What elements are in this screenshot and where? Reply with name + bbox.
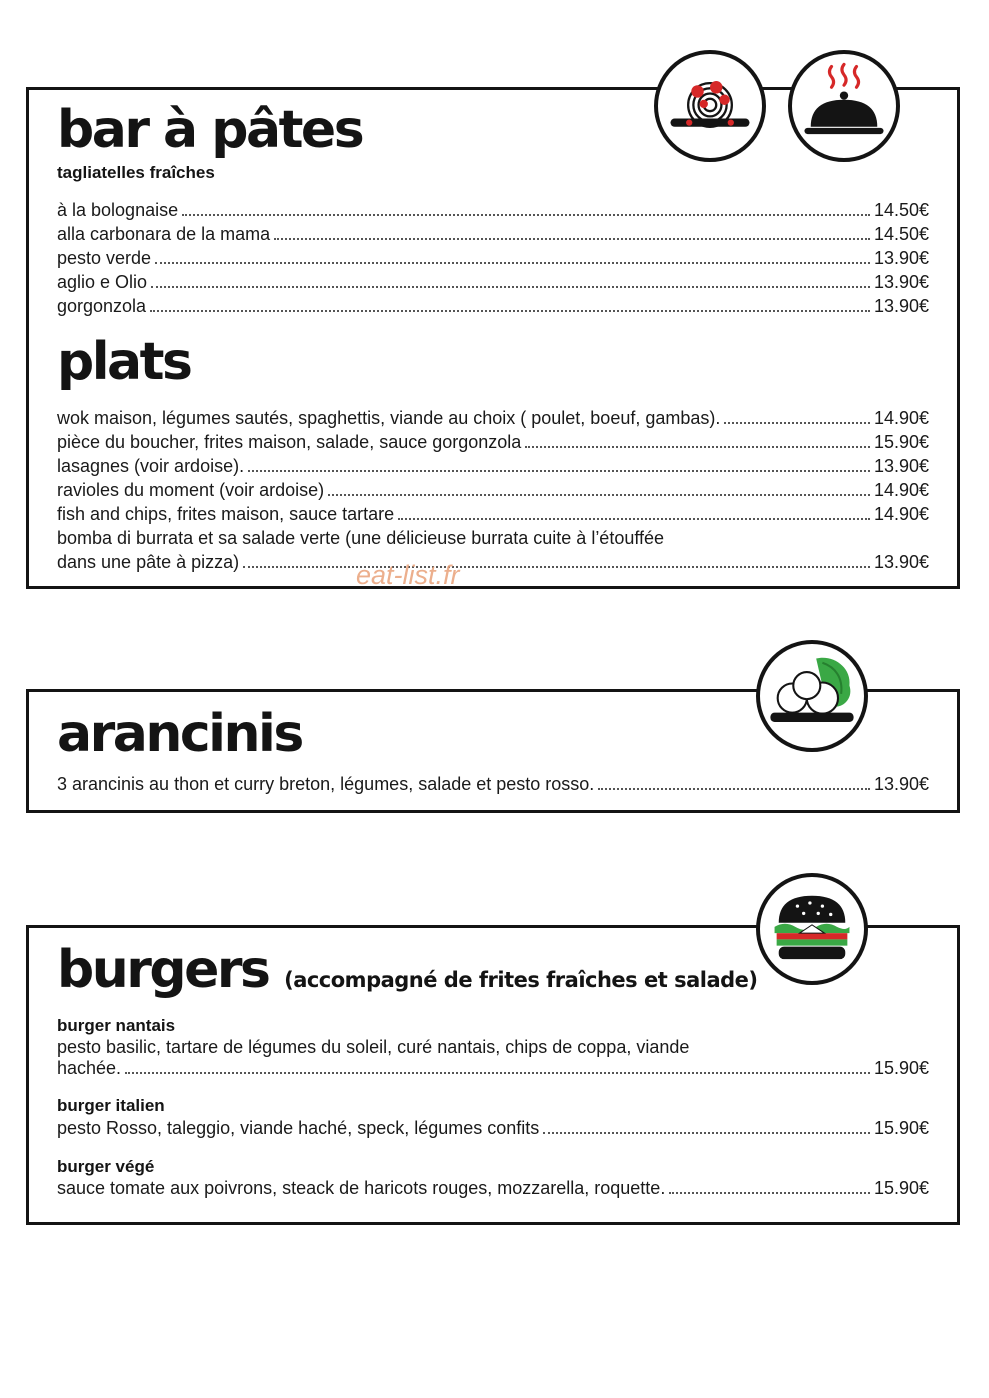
item-name: 3 arancinis au thon et curry breton, légumes, salade et pesto rosso. — [57, 774, 595, 794]
menu-item — [57, 1176, 929, 1200]
leader-dots — [398, 518, 870, 520]
item-price: 13.90€ — [873, 552, 929, 572]
item-price: 14.90€ — [873, 408, 929, 428]
leader-dots — [669, 1192, 870, 1194]
item-price: 14.90€ — [873, 504, 929, 524]
item-price: 13.90€ — [873, 456, 929, 476]
menu-item — [57, 772, 929, 796]
menu-item — [57, 1116, 929, 1140]
burrata-description-line1: bomba di burrata et sa salade verte (une délicieuse burrata cuite à l’étouffée — [57, 528, 665, 548]
item-name: gorgonzola — [57, 296, 147, 316]
arancinis-title: arancinis — [57, 704, 302, 764]
item-name: fish and chips, frites maison, sauce tartare — [57, 504, 395, 524]
item-price: 13.90€ — [873, 248, 929, 268]
item-price: 14.90€ — [873, 480, 929, 500]
leader-dots — [150, 310, 870, 312]
leader-dots — [243, 566, 870, 568]
pasta-plate-icon — [654, 50, 766, 162]
burger-name: burger nantais — [57, 1016, 176, 1035]
leader-dots — [125, 1072, 870, 1074]
leader-dots — [248, 470, 870, 472]
burgers-title — [57, 940, 758, 1000]
item-name: pièce du boucher, frites maison, salade, sauce gorgonzola — [57, 432, 522, 452]
item-name: alla carbonara de la mama — [57, 224, 271, 244]
leader-dots — [182, 214, 870, 216]
menu-item — [57, 406, 929, 430]
item-name: ravioles du moment (voir ardoise) — [57, 480, 325, 500]
item-name: pesto verde — [57, 248, 152, 268]
item-name: aglio e Olio — [57, 272, 148, 292]
menu-item — [57, 270, 929, 294]
item-price: 15.90€ — [873, 1058, 929, 1078]
item-price: 15.90€ — [873, 432, 929, 452]
menu-item — [57, 294, 929, 318]
menu-item — [57, 246, 929, 270]
item-price: 14.50€ — [873, 200, 929, 220]
item-price: 13.90€ — [873, 272, 929, 292]
menu-item — [57, 454, 929, 478]
arancini-plate-icon — [756, 640, 868, 752]
leader-dots — [598, 788, 870, 790]
leader-dots — [274, 238, 870, 240]
pasta-title: bar à pâtes — [57, 100, 363, 160]
leader-dots — [151, 286, 870, 288]
leader-dots — [155, 262, 870, 264]
burger-icon — [756, 873, 868, 985]
burger-name: burger italien — [57, 1096, 165, 1115]
leader-dots — [328, 494, 870, 496]
leader-dots — [525, 446, 870, 448]
item-name: à la bolognaise — [57, 200, 179, 220]
menu-item-burrata — [57, 550, 929, 574]
burgers-title-text: burgers — [57, 940, 269, 1000]
leader-dots — [543, 1132, 870, 1134]
item-description: pesto Rosso, taleggio, viande haché, speck, légumes confits — [57, 1118, 540, 1138]
pasta-plats-section — [26, 87, 960, 589]
leader-dots — [724, 422, 870, 424]
item-price: 14.50€ — [873, 224, 929, 244]
menu-item — [57, 502, 929, 526]
item-name: lasagnes (voir ardoise). — [57, 456, 245, 476]
item-price: 15.90€ — [873, 1118, 929, 1138]
plats-title: plats — [57, 332, 191, 392]
item-price: 13.90€ — [873, 774, 929, 794]
item-name: dans une pâte à pizza) — [57, 552, 240, 572]
watermark: eat-list.fr — [356, 560, 460, 590]
item-price: 15.90€ — [873, 1178, 929, 1198]
item-price: 13.90€ — [873, 296, 929, 316]
item-description: hachée. — [57, 1058, 122, 1078]
item-name: wok maison, légumes sautés, spaghettis, viande au choix ( poulet, boeuf, gambas). — [57, 408, 721, 428]
menu-item — [57, 478, 929, 502]
menu-item — [57, 1056, 929, 1080]
menu-item — [57, 222, 929, 246]
menu-item — [57, 430, 929, 454]
pasta-subtitle: tagliatelles fraîches — [57, 163, 215, 182]
item-description: sauce tomate aux poivrons, steack de haricots rouges, mozzarella, roquette. — [57, 1178, 666, 1198]
cloche-icon — [788, 50, 900, 162]
burger-description-line1: pesto basilic, tartare de légumes du soleil, curé nantais, chips de coppa, viande — [57, 1037, 690, 1057]
menu-item — [57, 198, 929, 222]
burgers-subtitle: (accompagné de frites fraîches et salade) — [284, 968, 758, 992]
burger-name: burger végé — [57, 1157, 155, 1176]
